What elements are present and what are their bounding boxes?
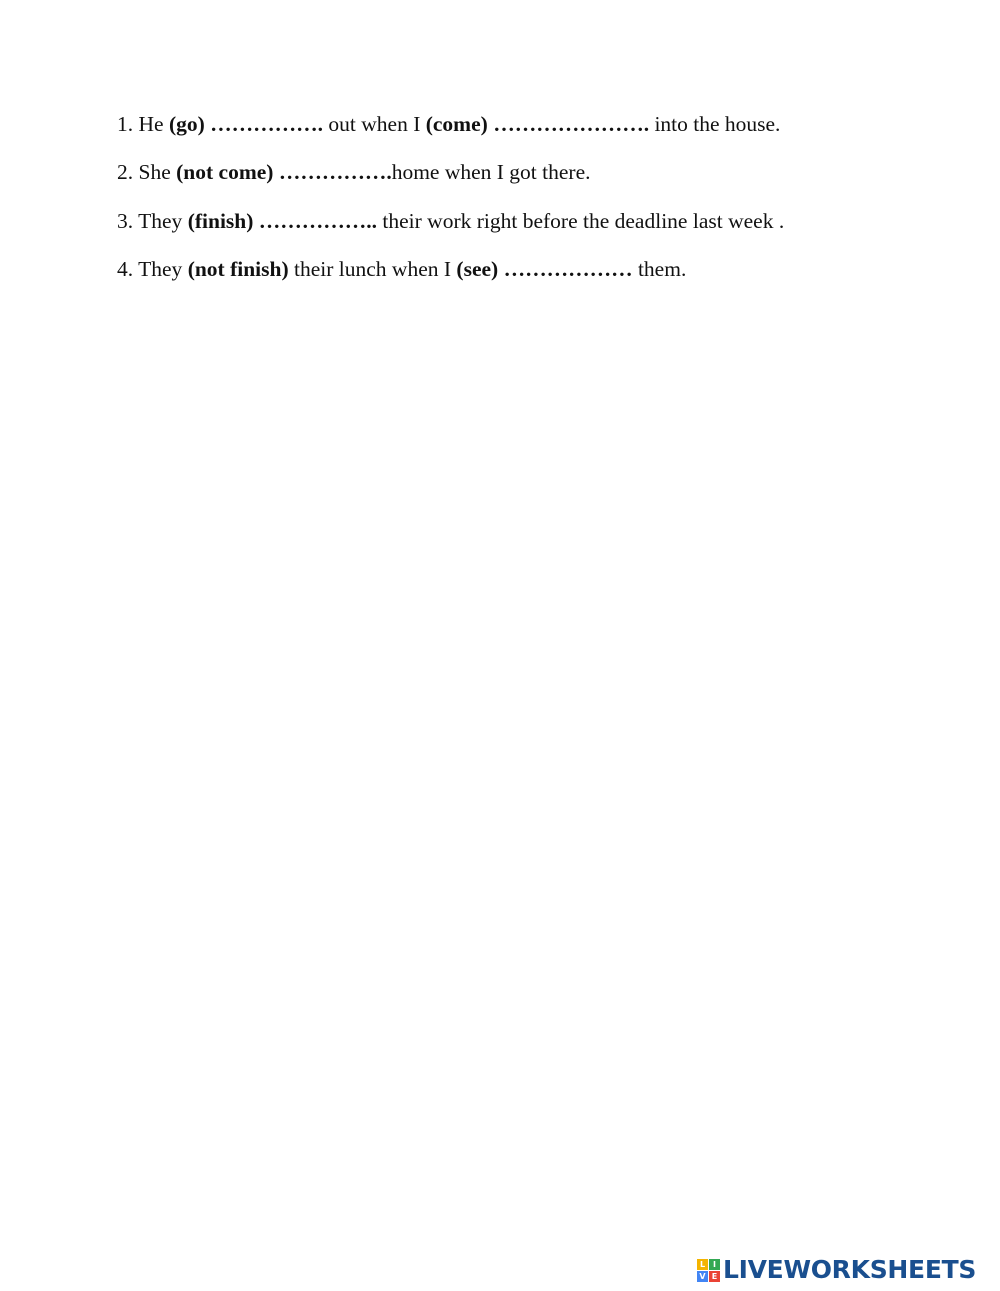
verb-prompt: (come): [425, 112, 488, 136]
question-number: 3.: [117, 208, 134, 233]
verb-prompt: (see): [456, 256, 499, 281]
answer-blank[interactable]: …………….: [210, 112, 324, 136]
liveworksheets-logo: [697, 1255, 976, 1285]
logo-mark-v: V: [697, 1271, 708, 1282]
question-text: out when I: [328, 112, 421, 136]
question-number: 2.: [117, 160, 134, 185]
question-text: their work right before the deadline last week .: [382, 208, 785, 233]
question-subject: She: [138, 160, 171, 185]
verb-prompt: (finish): [187, 208, 254, 233]
question-3: [117, 209, 977, 233]
question-1: [117, 112, 977, 136]
question-text: their lunch when I: [294, 256, 452, 281]
question-4: [117, 257, 977, 281]
question-subject: They: [138, 256, 183, 281]
question-2: [117, 160, 977, 184]
question-subject: He: [138, 112, 164, 136]
verb-prompt: (go): [168, 112, 205, 136]
logo-mark-icon: [697, 1259, 720, 1282]
logo-mark-i: I: [709, 1259, 720, 1270]
question-text: them.: [637, 256, 687, 281]
logo-mark-e: E: [709, 1271, 720, 1282]
logo-text: LIVEWORKSHEETS: [723, 1255, 977, 1284]
verb-prompt: (not come): [176, 160, 274, 185]
answer-blank[interactable]: …………….: [278, 160, 392, 185]
logo-mark-l: L: [697, 1259, 708, 1270]
answer-blank[interactable]: ………………: [503, 256, 633, 281]
verb-prompt: (not finish): [187, 256, 289, 281]
question-text: home when I got there.: [391, 160, 591, 185]
question-number: 4.: [117, 256, 134, 281]
question-subject: They: [138, 208, 183, 233]
worksheet: [117, 112, 977, 305]
answer-blank[interactable]: ………………….: [493, 112, 650, 136]
question-text: into the house.: [654, 112, 781, 136]
answer-blank[interactable]: ……………..: [258, 208, 378, 233]
question-number: 1.: [117, 112, 134, 136]
